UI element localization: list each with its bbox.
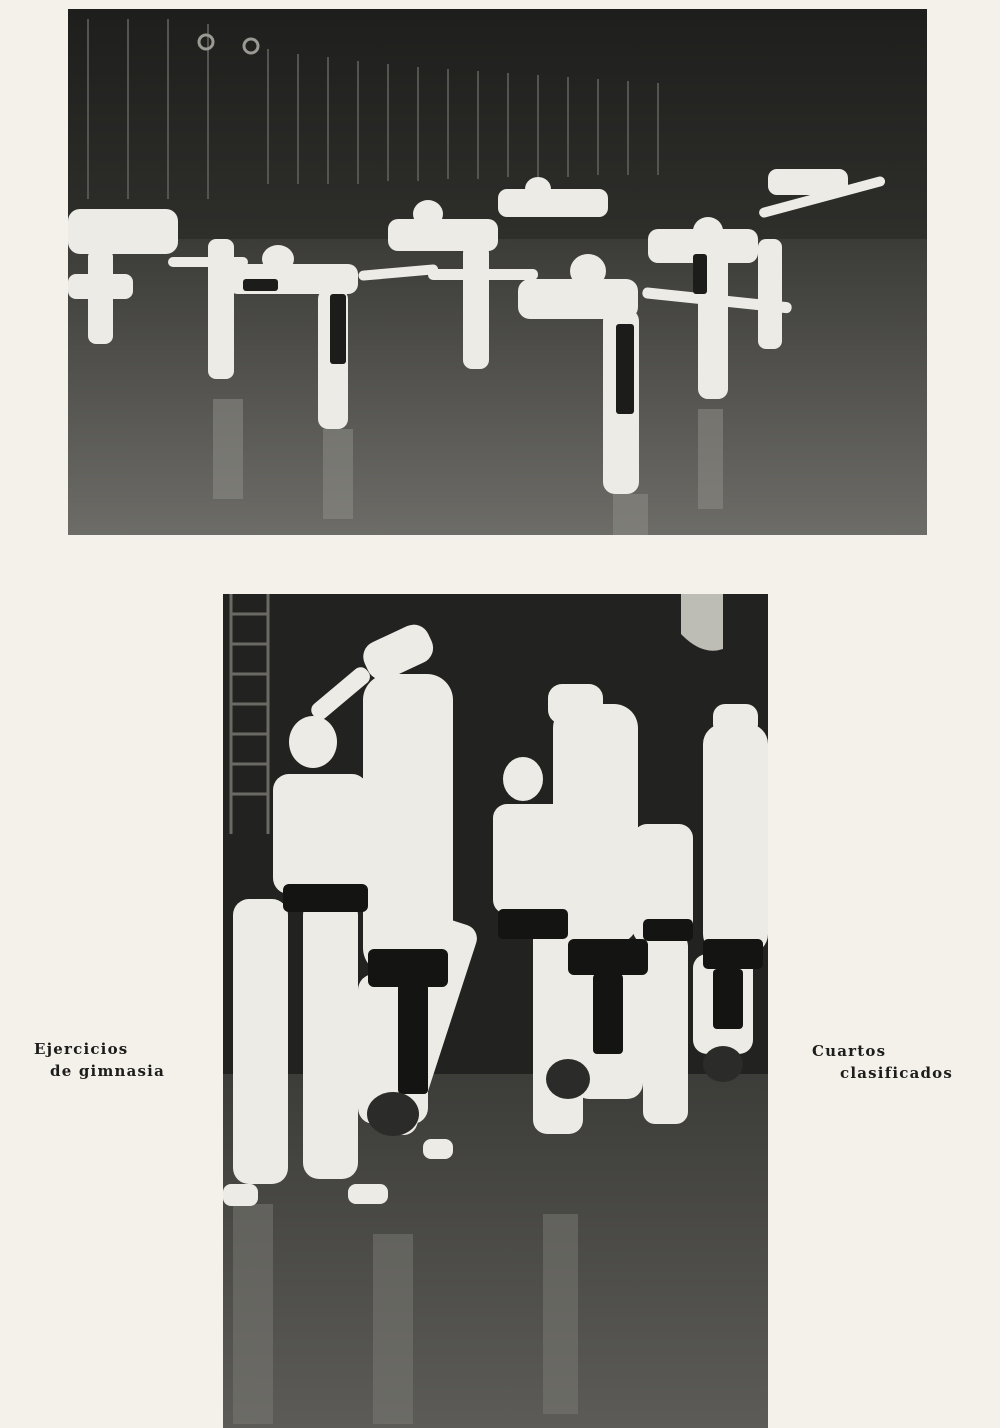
photo-bottom-illustration <box>223 594 768 1428</box>
photo-gymnasts-balance <box>68 9 927 535</box>
photo-gymnasts-handstand <box>223 594 768 1428</box>
caption-left-line-2: de gimnasia <box>50 1062 165 1080</box>
caption-right-line-2: clasificados <box>840 1064 954 1082</box>
photo-top-illustration <box>68 9 927 535</box>
caption-left <box>34 1038 165 1082</box>
caption-right <box>812 1040 953 1084</box>
caption-left-line-1: Ejercicios <box>34 1040 129 1058</box>
caption-right-line-1: Cuartos <box>812 1042 887 1060</box>
